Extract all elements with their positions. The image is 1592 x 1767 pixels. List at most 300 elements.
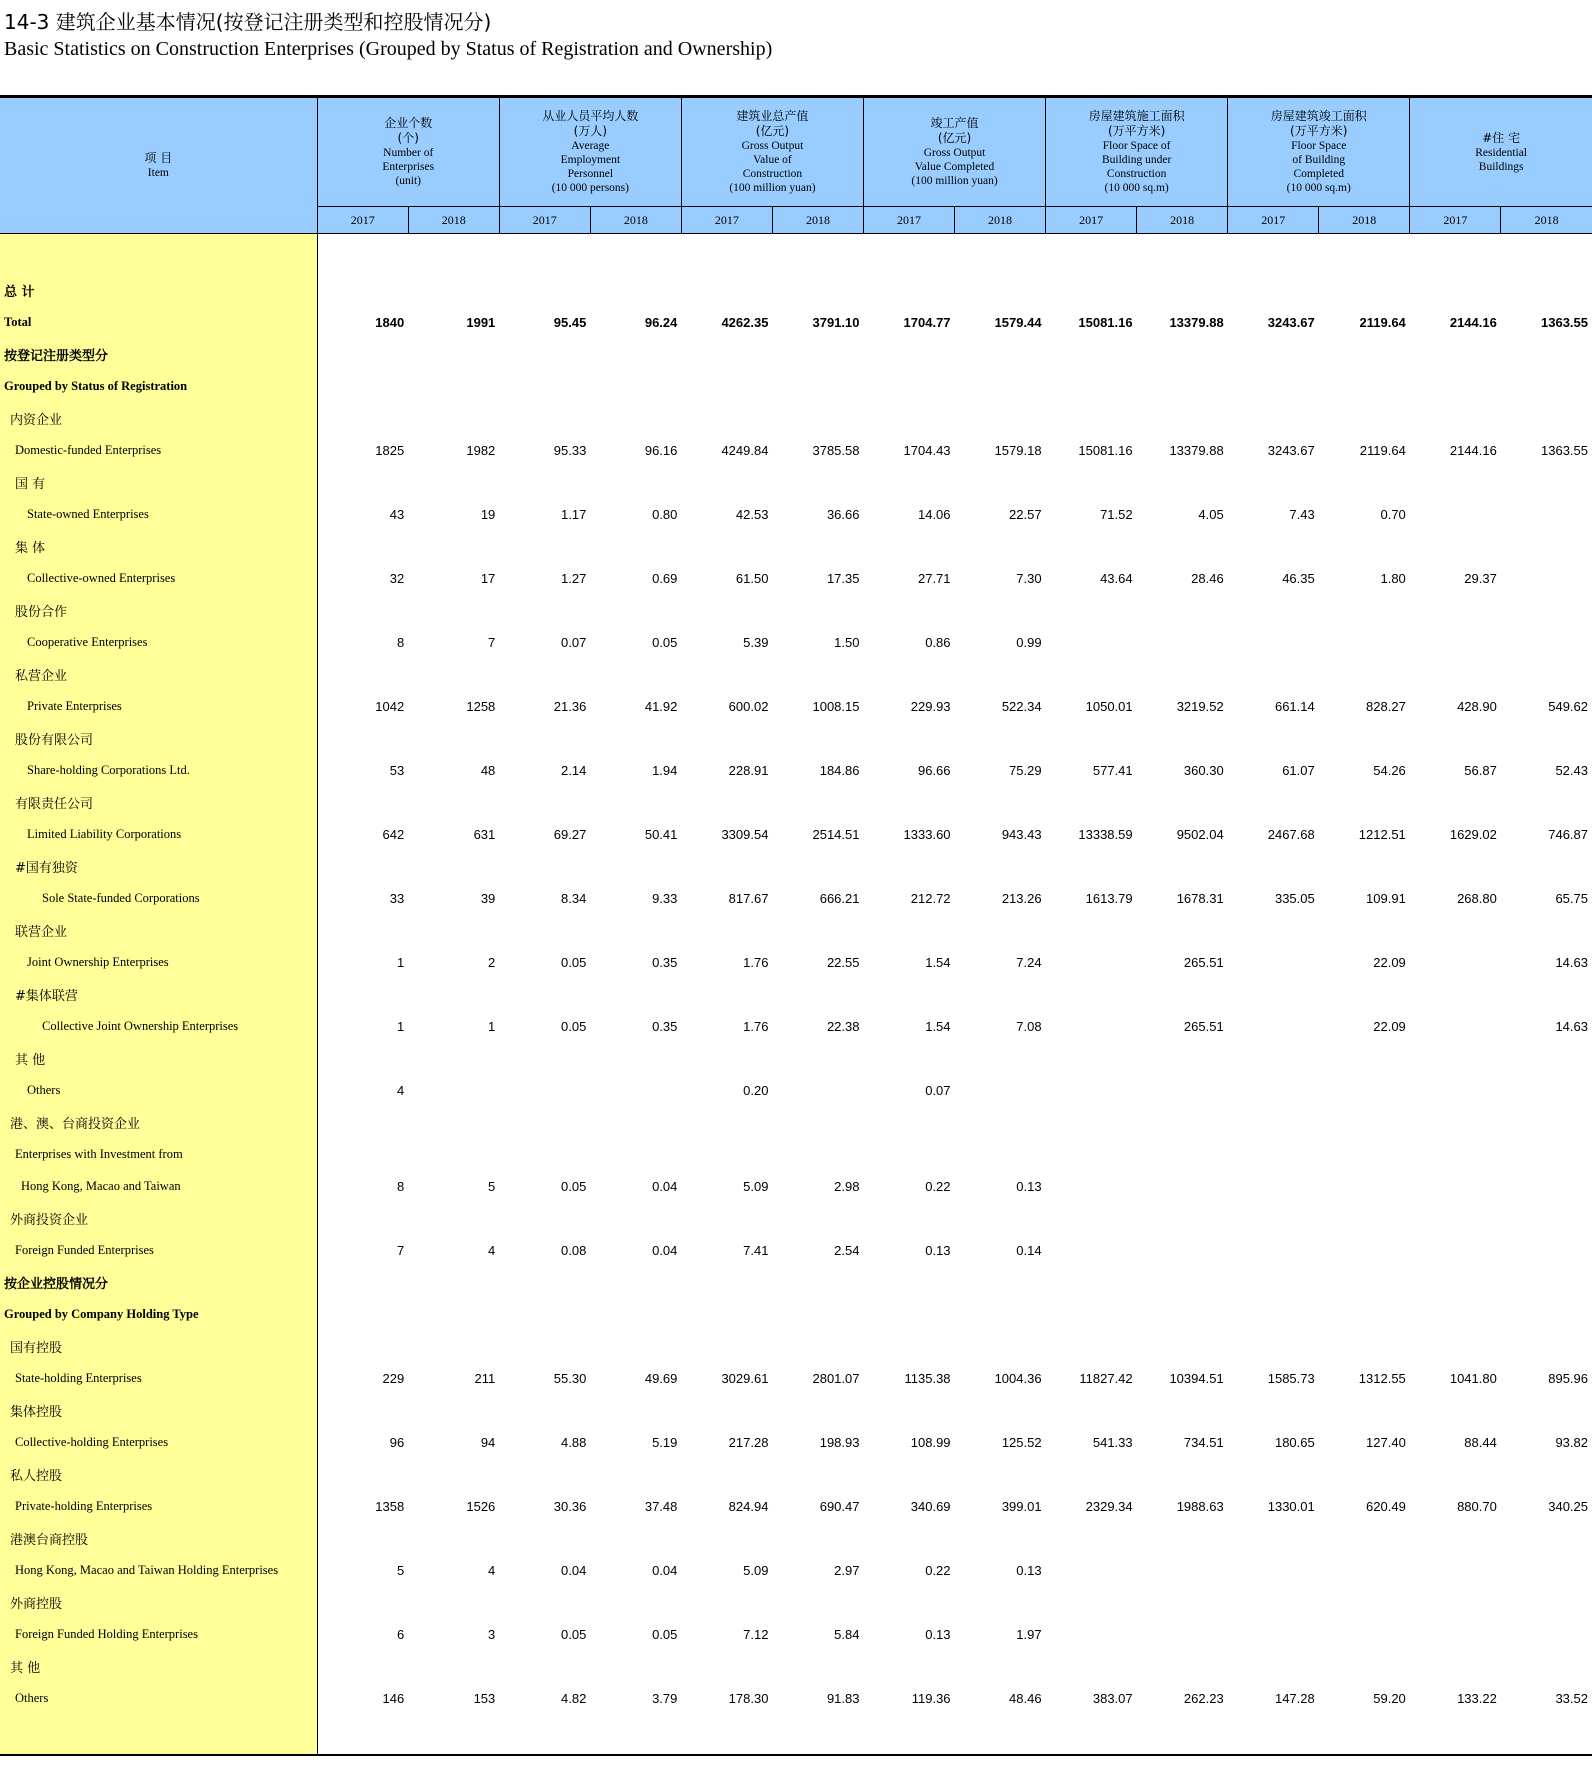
- data-cell: [1137, 1458, 1228, 1490]
- column-header-line: Buildings: [1478, 160, 1524, 173]
- data-cell: [955, 1650, 1046, 1682]
- data-cell: 541.33: [1092, 1434, 1133, 1450]
- data-cell: 7.41: [743, 1242, 769, 1258]
- column-header-line: of Building: [1292, 154, 1346, 166]
- column-header-floor-space-completed: [1228, 98, 1410, 207]
- data-cell: 0.22: [925, 1562, 951, 1578]
- data-cell: 4249.84: [721, 442, 769, 458]
- data-cell: 3791.10: [812, 314, 860, 330]
- data-cell: [1410, 722, 1501, 754]
- data-cell: [1319, 466, 1410, 498]
- column-header-line: 从业人员平均人数: [542, 109, 639, 123]
- data-cell: 22.38: [826, 1018, 860, 1034]
- row-label: 其 他: [0, 1042, 317, 1074]
- data-cell: [863, 1202, 954, 1234]
- column-header-line: (unit): [395, 175, 421, 187]
- data-cell: [1046, 370, 1137, 402]
- table-row: [0, 466, 1592, 498]
- table-title-cn: 14-3 建筑企业基本情况(按登记注册类型和控股情况分): [4, 10, 492, 34]
- data-cell: [772, 1394, 863, 1426]
- data-cell: [955, 1586, 1046, 1618]
- data-cell: [408, 1202, 499, 1234]
- data-cell: [1319, 594, 1410, 626]
- year-header: 2018: [1501, 207, 1592, 234]
- data-cell: [499, 530, 590, 562]
- data-cell: 9502.04: [1176, 826, 1224, 842]
- data-cell: [317, 914, 408, 946]
- data-cell: [1137, 1266, 1228, 1298]
- data-cell: [955, 1106, 1046, 1138]
- data-cell: [1501, 1138, 1592, 1170]
- data-cell: [681, 594, 772, 626]
- data-cell: 95.33: [553, 442, 587, 458]
- data-cell: [1410, 850, 1501, 882]
- data-cell: [590, 1042, 681, 1074]
- data-cell: 1.76: [743, 954, 769, 970]
- data-cell: 184.86: [819, 762, 860, 778]
- row-label: 港、澳、台商投资企业: [0, 1106, 317, 1138]
- data-cell: [590, 1394, 681, 1426]
- data-cell: [1046, 1394, 1137, 1426]
- data-cell: [499, 1138, 590, 1170]
- data-cell: [1137, 722, 1228, 754]
- data-cell: 17: [480, 570, 496, 586]
- data-cell: [955, 914, 1046, 946]
- data-cell: 127.40: [1366, 1434, 1406, 1450]
- data-cell: 7.43: [1289, 506, 1315, 522]
- data-cell: [408, 1042, 499, 1074]
- data-cell: 7.08: [1016, 1018, 1042, 1034]
- data-cell: 1629.02: [1449, 826, 1497, 842]
- row-label: 按企业控股情况分: [0, 1266, 317, 1298]
- data-cell: [1137, 1586, 1228, 1618]
- data-cell: [1137, 1394, 1228, 1426]
- data-cell: 1004.36: [994, 1370, 1042, 1386]
- data-cell: 0.05: [652, 634, 678, 650]
- data-cell: [1046, 658, 1137, 690]
- data-cell: [1228, 1330, 1319, 1362]
- data-cell: [1319, 786, 1410, 818]
- data-cell: [1137, 594, 1228, 626]
- data-cell: [1046, 338, 1137, 370]
- table-row: [0, 946, 1592, 978]
- data-cell: 46.35: [1282, 570, 1315, 586]
- column-header-line: Employment: [560, 154, 621, 166]
- data-cell: [590, 1138, 681, 1170]
- data-cell: [681, 466, 772, 498]
- data-cell: 0.05: [561, 1178, 587, 1194]
- column-header-line: (亿元): [937, 131, 972, 145]
- data-cell: [1501, 1330, 1592, 1362]
- data-cell: [1410, 338, 1501, 370]
- row-label: Cooperative Enterprises: [0, 626, 317, 658]
- data-cell: 93.82: [1555, 1434, 1588, 1450]
- year-header: 2017: [1046, 207, 1137, 234]
- data-cell: 50.41: [644, 826, 678, 842]
- table-row: [0, 274, 1592, 306]
- data-cell: 577.41: [1092, 762, 1133, 778]
- table-row: [0, 626, 1592, 658]
- data-cell: 56.87: [1464, 762, 1497, 778]
- data-cell: 96.16: [644, 442, 678, 458]
- data-cell: 666.21: [819, 890, 860, 906]
- item-column-header: [0, 98, 317, 234]
- data-cell: [772, 530, 863, 562]
- data-cell: 178.30: [728, 1690, 769, 1706]
- table-row: [0, 978, 1592, 1010]
- data-cell: 5.39: [743, 634, 769, 650]
- data-cell: [317, 1298, 408, 1330]
- data-cell: [1228, 1522, 1319, 1554]
- data-cell: 1585.73: [1267, 1370, 1315, 1386]
- data-cell: [1228, 786, 1319, 818]
- row-label: 国 有: [0, 466, 317, 498]
- data-cell: 41.92: [644, 698, 678, 714]
- data-cell: [1410, 658, 1501, 690]
- year-header: 2017: [681, 207, 772, 234]
- data-cell: 0.07: [925, 1082, 951, 1098]
- row-label: Enterprises with Investment from: [0, 1138, 317, 1170]
- table-row: [0, 1298, 1592, 1330]
- data-cell: [499, 914, 590, 946]
- data-cell: 1333.60: [903, 826, 951, 842]
- row-label: 总 计: [0, 274, 317, 306]
- year-header: 2017: [499, 207, 590, 234]
- data-cell: [499, 658, 590, 690]
- data-cell: [408, 1394, 499, 1426]
- data-cell: 54.26: [1373, 762, 1406, 778]
- data-cell: [590, 466, 681, 498]
- data-cell: [772, 1106, 863, 1138]
- data-cell: [1410, 946, 1501, 978]
- data-cell: 824.94: [728, 1498, 769, 1514]
- data-cell: [1137, 1330, 1228, 1362]
- data-cell: 7: [488, 634, 496, 650]
- row-label: 内资企业: [0, 402, 317, 434]
- data-cell: [681, 1458, 772, 1490]
- row-label: Private-holding Enterprises: [0, 1490, 317, 1522]
- data-cell: [1501, 370, 1592, 402]
- data-cell: [955, 594, 1046, 626]
- data-cell: [863, 722, 954, 754]
- data-cell: [408, 978, 499, 1010]
- data-cell: 22.57: [1009, 506, 1042, 522]
- data-cell: [863, 914, 954, 946]
- column-header-line: (10 000 sq.m): [1286, 182, 1351, 194]
- data-cell: [772, 722, 863, 754]
- data-cell: [1319, 850, 1410, 882]
- data-cell: [590, 1330, 681, 1362]
- data-cell: 0.04: [652, 1242, 678, 1258]
- data-cell: [681, 722, 772, 754]
- data-cell: 33.52: [1555, 1690, 1588, 1706]
- data-cell: [1319, 1202, 1410, 1234]
- data-cell: [499, 1266, 590, 1298]
- data-cell: 10394.51: [1169, 1370, 1224, 1386]
- data-cell: 9.33: [652, 890, 678, 906]
- data-cell: [1228, 722, 1319, 754]
- data-cell: [955, 1074, 1046, 1106]
- data-cell: [1501, 658, 1592, 690]
- data-cell: 53: [389, 762, 405, 778]
- data-cell: 895.96: [1548, 1370, 1588, 1386]
- data-cell: [863, 1522, 954, 1554]
- data-cell: 14.63: [1555, 954, 1588, 970]
- data-cell: 15081.16: [1078, 314, 1133, 330]
- data-cell: [1228, 946, 1319, 978]
- data-cell: 0.22: [925, 1178, 951, 1194]
- data-cell: [408, 466, 499, 498]
- column-header-line: (万平方米): [1290, 124, 1348, 138]
- data-cell: 1.76: [743, 1018, 769, 1034]
- data-cell: [955, 850, 1046, 882]
- data-cell: 37.48: [644, 1498, 678, 1514]
- column-header-line: Construction: [1106, 168, 1167, 180]
- data-cell: [590, 850, 681, 882]
- data-cell: [1501, 1074, 1592, 1106]
- data-cell: [1319, 914, 1410, 946]
- data-cell: [317, 978, 408, 1010]
- data-cell: [1319, 402, 1410, 434]
- row-label: Private Enterprises: [0, 690, 317, 722]
- data-cell: [681, 1202, 772, 1234]
- data-cell: [772, 914, 863, 946]
- column-header-line: Personnel: [567, 168, 614, 180]
- data-cell: [863, 370, 954, 402]
- data-cell: 180.65: [1274, 1434, 1315, 1450]
- column-header-line: 房屋建筑竣工面积: [1270, 109, 1367, 123]
- data-cell: [1228, 1266, 1319, 1298]
- data-cell: 32: [389, 570, 405, 586]
- data-cell: 1982: [466, 442, 496, 458]
- data-cell: [590, 1458, 681, 1490]
- data-cell: [1046, 1298, 1137, 1330]
- year-header: 2017: [317, 207, 408, 234]
- data-cell: [772, 274, 863, 306]
- row-label: 私营企业: [0, 658, 317, 690]
- data-cell: [317, 1202, 408, 1234]
- data-cell: [1501, 914, 1592, 946]
- data-cell: [955, 1522, 1046, 1554]
- column-header-line: 竣工产值: [930, 116, 979, 130]
- row-label: Domestic-funded Enterprises: [0, 434, 317, 466]
- data-cell: [1501, 274, 1592, 306]
- data-cell: [1501, 1170, 1592, 1202]
- data-cell: 265.51: [1183, 954, 1224, 970]
- data-cell: [863, 658, 954, 690]
- data-cell: [955, 1330, 1046, 1362]
- data-cell: [590, 1266, 681, 1298]
- data-cell: 0.70: [1380, 506, 1406, 522]
- data-cell: [1319, 978, 1410, 1010]
- data-cell: [1137, 1234, 1228, 1266]
- data-cell: [681, 274, 772, 306]
- data-cell: [772, 1330, 863, 1362]
- data-cell: [317, 722, 408, 754]
- data-cell: [681, 1522, 772, 1554]
- data-cell: [1501, 1234, 1592, 1266]
- data-cell: [681, 1650, 772, 1682]
- data-cell: [1137, 914, 1228, 946]
- data-cell: [681, 1298, 772, 1330]
- data-cell: 0.14: [1016, 1242, 1042, 1258]
- data-cell: 19: [480, 506, 496, 522]
- data-cell: [1228, 914, 1319, 946]
- data-cell: 2119.64: [1359, 442, 1406, 458]
- data-cell: [1410, 1042, 1501, 1074]
- data-cell: [1137, 658, 1228, 690]
- data-cell: 65.75: [1555, 890, 1588, 906]
- data-cell: 3785.58: [812, 442, 860, 458]
- data-cell: [317, 1266, 408, 1298]
- data-cell: 7.30: [1016, 570, 1042, 586]
- data-cell: [1501, 1458, 1592, 1490]
- row-label: Limited Liability Corporations: [0, 818, 317, 850]
- data-cell: [499, 978, 590, 1010]
- data-cell: 22.09: [1373, 1018, 1406, 1034]
- row-label: 联营企业: [0, 914, 317, 946]
- data-cell: 43: [389, 506, 405, 522]
- data-cell: 49.69: [644, 1370, 678, 1386]
- data-cell: [1228, 1618, 1319, 1650]
- data-cell: [1228, 1170, 1319, 1202]
- data-cell: 42.53: [735, 506, 769, 522]
- year-header: 2017: [1228, 207, 1319, 234]
- data-cell: 0.08: [561, 1242, 587, 1258]
- data-cell: [1410, 1074, 1501, 1106]
- data-cell: [408, 914, 499, 946]
- row-label: #集体联营: [0, 978, 317, 1010]
- data-cell: [1228, 850, 1319, 882]
- data-cell: [590, 370, 681, 402]
- data-cell: [317, 1586, 408, 1618]
- data-cell: 3243.67: [1267, 442, 1315, 458]
- data-cell: 1988.63: [1176, 1498, 1224, 1514]
- data-cell: 0.80: [652, 506, 678, 522]
- data-cell: [955, 786, 1046, 818]
- data-cell: [590, 1522, 681, 1554]
- data-cell: 2119.64: [1359, 314, 1406, 330]
- year-header: 2018: [590, 207, 681, 234]
- data-cell: [1137, 1554, 1228, 1586]
- data-cell: [1046, 530, 1137, 562]
- data-cell: [1046, 594, 1137, 626]
- table-row: [0, 370, 1592, 402]
- data-cell: 5.09: [743, 1178, 769, 1194]
- data-cell: [681, 658, 772, 690]
- data-cell: [1501, 1394, 1592, 1426]
- data-cell: 1: [396, 954, 405, 970]
- data-cell: [590, 1650, 681, 1682]
- data-cell: [1501, 466, 1592, 498]
- data-cell: [408, 1522, 499, 1554]
- data-cell: [1410, 498, 1501, 530]
- data-cell: 1041.80: [1449, 1370, 1497, 1386]
- table-row: [0, 498, 1592, 530]
- data-cell: [681, 978, 772, 1010]
- data-cell: [1046, 1586, 1137, 1618]
- column-header-employment: [499, 98, 681, 207]
- data-cell: [499, 1298, 590, 1330]
- data-cell: 2514.51: [812, 826, 860, 842]
- data-cell: 1363.55: [1541, 314, 1588, 330]
- data-cell: 817.67: [728, 890, 769, 906]
- data-cell: 4262.35: [721, 314, 769, 330]
- table-row: [0, 402, 1592, 434]
- column-header-line: (万平方米): [1107, 124, 1166, 138]
- data-cell: 5: [488, 1178, 496, 1194]
- data-cell: [499, 786, 590, 818]
- data-cell: [863, 1330, 954, 1362]
- data-cell: 7.24: [1016, 954, 1042, 970]
- data-cell: [1046, 1234, 1137, 1266]
- data-cell: [1410, 978, 1501, 1010]
- data-cell: [499, 1074, 590, 1106]
- data-cell: [863, 1042, 954, 1074]
- data-cell: [772, 1074, 863, 1106]
- data-cell: 1358: [375, 1498, 405, 1514]
- row-label: 股份合作: [0, 594, 317, 626]
- data-cell: [1501, 1298, 1592, 1330]
- data-cell: 119.36: [911, 1690, 951, 1706]
- data-cell: [863, 338, 954, 370]
- row-label: State-holding Enterprises: [0, 1362, 317, 1394]
- year-header: 2017: [1410, 207, 1501, 234]
- data-cell: [317, 1330, 408, 1362]
- data-cell: [1410, 1554, 1501, 1586]
- data-cell: 428.90: [1457, 698, 1497, 714]
- data-cell: [317, 370, 408, 402]
- data-cell: 1330.01: [1267, 1498, 1315, 1514]
- data-cell: [1137, 850, 1228, 882]
- data-cell: 5.09: [743, 1562, 769, 1578]
- data-cell: [408, 1586, 499, 1618]
- data-cell: 8.34: [561, 890, 587, 906]
- table-row: [0, 1394, 1592, 1426]
- data-cell: 1704.77: [903, 314, 951, 330]
- year-header: 2018: [1137, 207, 1228, 234]
- data-cell: [1319, 722, 1410, 754]
- data-cell: 335.05: [1274, 890, 1315, 906]
- data-cell: [772, 594, 863, 626]
- data-cell: [681, 530, 772, 562]
- data-cell: 0.86: [925, 634, 951, 650]
- data-cell: [499, 1042, 590, 1074]
- data-cell: [1137, 1106, 1228, 1138]
- data-cell: [1137, 978, 1228, 1010]
- data-cell: 265.51: [1183, 1018, 1224, 1034]
- data-cell: [955, 466, 1046, 498]
- data-cell: 7: [396, 1242, 405, 1258]
- data-cell: [499, 1394, 590, 1426]
- table-row: [0, 1266, 1592, 1298]
- data-cell: 1678.31: [1176, 890, 1224, 906]
- data-cell: 1.50: [834, 634, 860, 650]
- data-cell: [1046, 722, 1137, 754]
- data-cell: [1501, 850, 1592, 882]
- data-cell: 147.28: [1274, 1690, 1315, 1706]
- data-cell: [1410, 1458, 1501, 1490]
- data-cell: 340.25: [1548, 1498, 1588, 1514]
- data-cell: [1319, 1042, 1410, 1074]
- item-header-en: Item: [147, 167, 169, 179]
- data-cell: [317, 658, 408, 690]
- data-cell: 108.99: [910, 1434, 951, 1450]
- data-cell: [408, 1650, 499, 1682]
- data-cell: 661.14: [1274, 698, 1315, 714]
- data-cell: 262.23: [1183, 1690, 1224, 1706]
- data-cell: 340.69: [910, 1498, 951, 1514]
